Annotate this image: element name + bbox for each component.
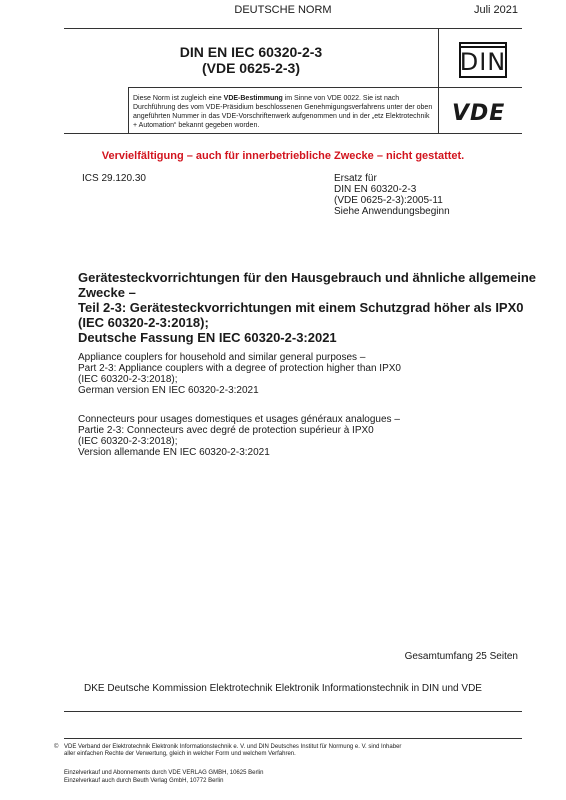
title-en-line: (IEC 60320-2-3:2018); [78,374,178,385]
sales-line: Einzelverkauf auch durch Beuth Verlag GmbH, 10772 Berlin [64,778,224,784]
copy-warning: Vervielfältigung – auch für innerbetriebliche Zwecke – nicht gestattet. [101,150,465,162]
copyright-notice [54,744,444,758]
title-de-line: Zwecke – [78,285,136,300]
divider [64,711,522,712]
din-logo-text: DIN [459,48,507,76]
vde-logo: VDE [452,101,506,126]
divider [438,28,439,133]
replacement-line: Siehe Anwendungsbeginn [334,206,450,217]
vde-number: (VDE 0625-2-3) [201,60,301,76]
copyright-symbol: © [54,744,59,750]
dke-line: DKE Deutsche Kommission Elektrotechnik Elektronik Informationstechnik in DIN und VDE [84,683,482,694]
replacement-line: DIN EN 60320-2-3 [334,184,417,195]
title-fr-line: Partie 2-3: Connecteurs avec degré de protection supérieur à IPX0 [78,425,374,436]
document-type: DEUTSCHE NORM [234,4,332,16]
divider [64,133,522,134]
title-english [78,352,538,396]
title-en-line: Part 2-3: Appliance couplers with a degree of protection higher than IPX0 [78,363,401,374]
replacement-line: (VDE 0625-2-3):2005-11 [334,195,443,206]
divider [128,87,522,88]
document-number [64,44,438,76]
title-french [78,414,538,458]
title-de-line: (IEC 60320-2-3:2018); [78,315,209,330]
vde-note-suffix: im Sinne von VDE 0022. Sie ist nach Durchführung des vom VDE-Präsidium beschlossenen Genehmigungsverfahrens unter der oben angeführten Nummer in das VDE-Vorschriftenwerk aufgenommen und in der „etz Elektrotechnik + Automation“ bekannt gegeben worden. [133,95,433,129]
title-de-line: Deutsche Fassung EN IEC 60320-2-3:2021 [78,330,337,345]
divider [64,738,522,739]
sales-info [64,769,364,785]
title-fr-line: Connecteurs pour usages domestiques et usages généraux analogues – [78,414,400,425]
replacement-line: Ersatz für [334,173,377,184]
title-fr-line: (IEC 60320-2-3:2018); [78,436,178,447]
title-de-line: Teil 2-3: Gerätesteckvorrichtungen mit einem Schutzgrad höher als IPX0 [78,300,524,315]
publication-date: Juli 2021 [473,4,518,16]
replacement-info [334,173,450,217]
divider [64,28,522,29]
title-german [78,270,538,345]
vde-note [133,94,433,130]
page-count: Gesamtumfang 25 Seiten [404,651,518,662]
title-en-line: German version EN IEC 60320-2-3:2021 [78,385,259,396]
din-logo [459,42,507,78]
title-en-line: Appliance couplers for household and similar general purposes – [78,352,366,363]
din-number: DIN EN IEC 60320-2-3 [179,44,323,60]
vde-note-bold: VDE-Bestimmung [223,95,283,102]
ics-code: ICS 29.120.30 [82,173,146,184]
vde-note-prefix: Diese Norm ist zugleich eine [133,95,224,102]
copyright-line: VDE Verband der Elektrotechnik Elektronik Informationstechnik e. V. und DIN Deutsches Institut für Normung e. V. sind Inhaber [64,744,402,750]
title-fr-line: Version allemande EN IEC 60320-2-3:2021 [78,447,270,458]
title-de-line: Gerätesteckvorrichtungen für den Hausgebrauch und ähnliche allgemeine [78,270,537,285]
divider [128,87,129,133]
sales-line: Einzelverkauf und Abonnements durch VDE VERLAG GMBH, 10625 Berlin [64,770,264,776]
copyright-line: aller einfachen Rechte der Verwertung, gleich in welcher Form und welchem Verfahren. [64,751,296,757]
